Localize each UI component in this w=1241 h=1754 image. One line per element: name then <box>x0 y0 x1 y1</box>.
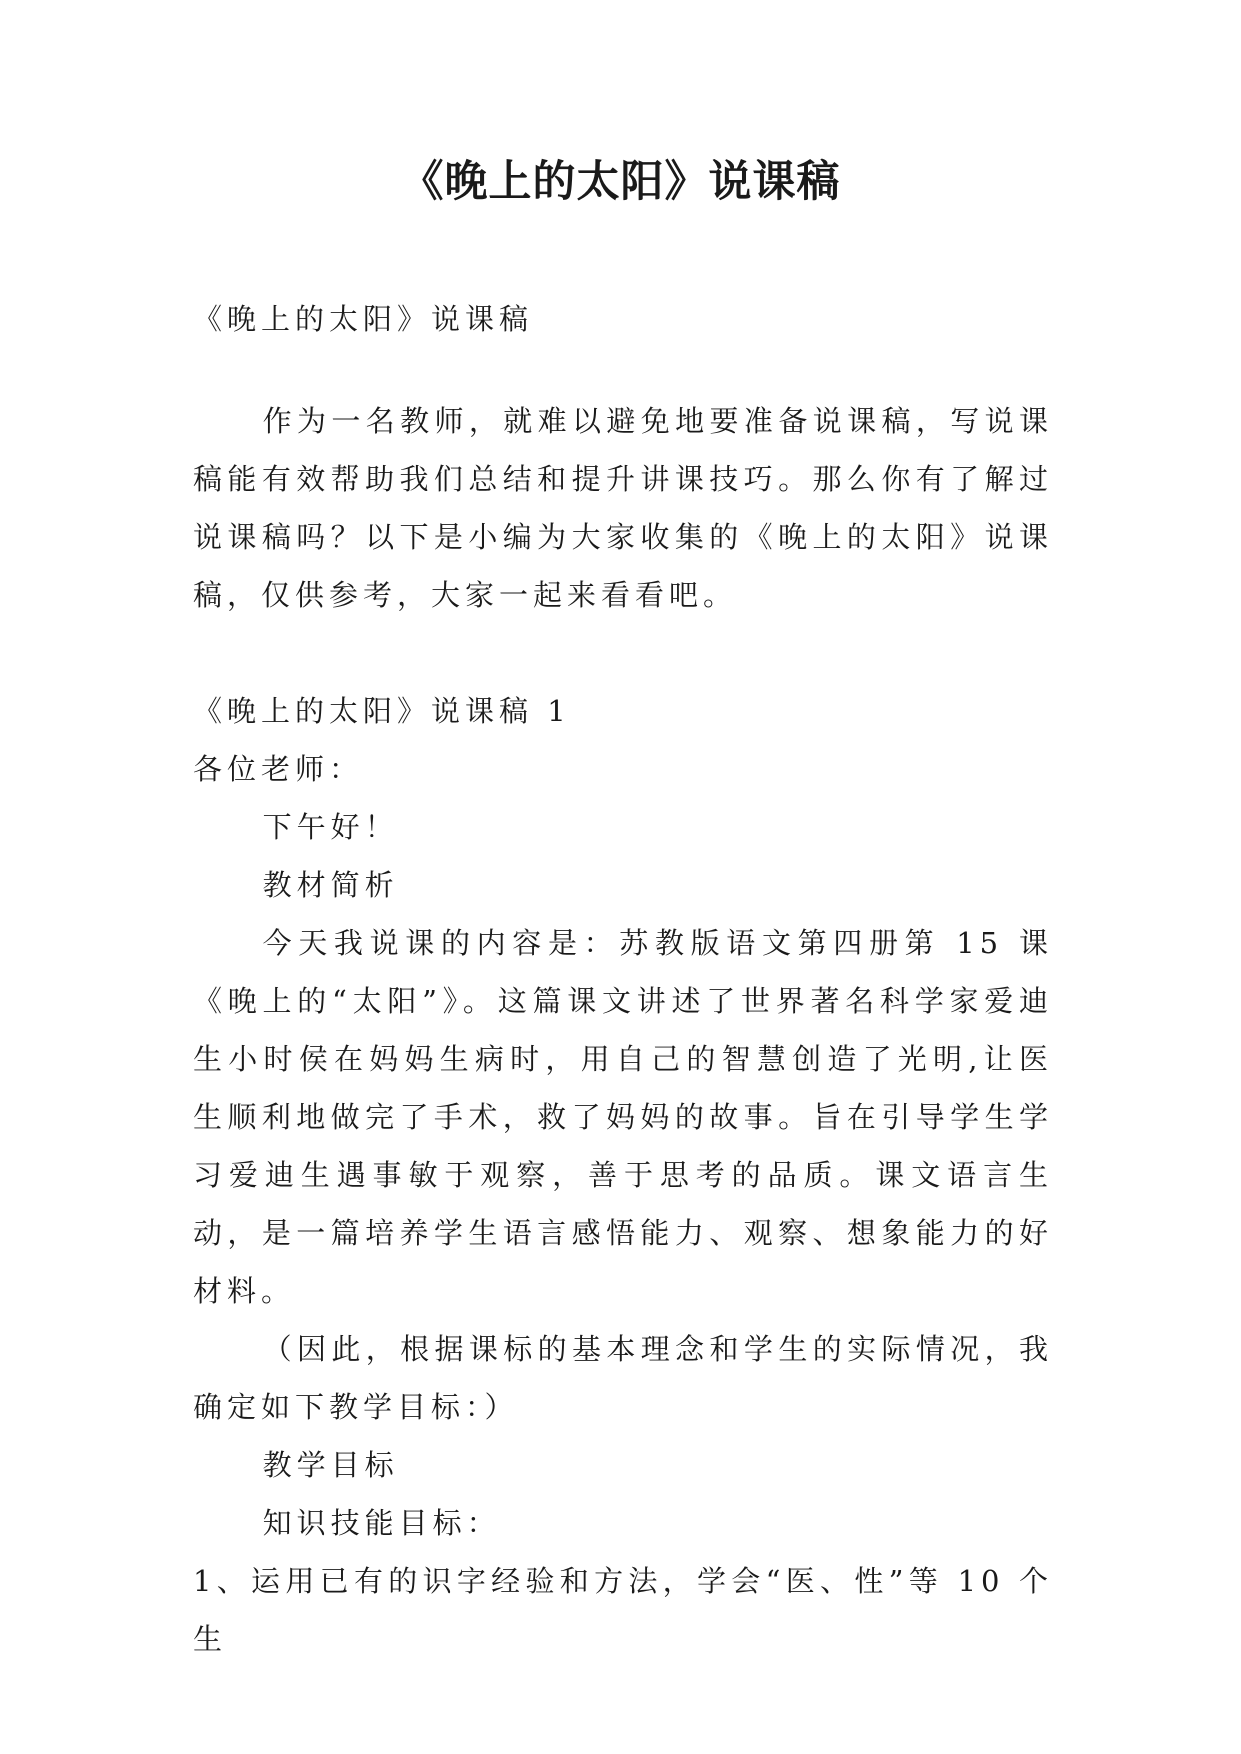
section-heading: 《晚上的太阳》说课稿 1 <box>193 694 571 728</box>
objectives-intro-paragraph: （因此，根据课标的基本理念和学生的实际情况，我确定如下教学目标：） <box>193 1332 1053 1424</box>
document-body <box>193 290 1053 1668</box>
intro-paragraph: 作为一名教师，就难以避免地要准备说课稿，写说课稿能有效帮助我们总结和提升讲课技巧。那么你有了解过说课稿吗？以下是小编为大家收集的《晚上的太阳》说课稿，仅供参考，大家一起来看看吧。 <box>193 404 1053 612</box>
document-title: 《晚上的太阳》说课稿 <box>400 157 841 207</box>
greeting: 下午好！ <box>262 810 399 844</box>
salutation: 各位老师： <box>193 752 364 786</box>
heading-teaching-objectives: 教学目标 <box>262 1448 399 1482</box>
subtitle-line: 《晚上的太阳》说课稿 <box>193 302 534 336</box>
heading-textbook-analysis: 教材简析 <box>262 868 399 902</box>
heading-knowledge-objectives: 知识技能目标： <box>262 1506 501 1540</box>
textbook-analysis-paragraph: 今天我说课的内容是：苏教版语文第四册第 15 课《晚上的“太阳”》。这篇课文讲述了世界著名科学家爱迪生小时侯在妈妈生病时，用自己的智慧创造了光明,让医生顺利地做完了手术，救了妈妈的故事。旨在引导学生学习爱迪生遇事敏于观察，善于思考的品质。课文语言生动，是一篇培养学生语言感悟能力、观察、想象能力的好材料。 <box>193 926 1053 1308</box>
objective-item-1: 1、运用已有的识字经验和方法，学会“医、性”等 10 个生 <box>193 1564 1053 1656</box>
